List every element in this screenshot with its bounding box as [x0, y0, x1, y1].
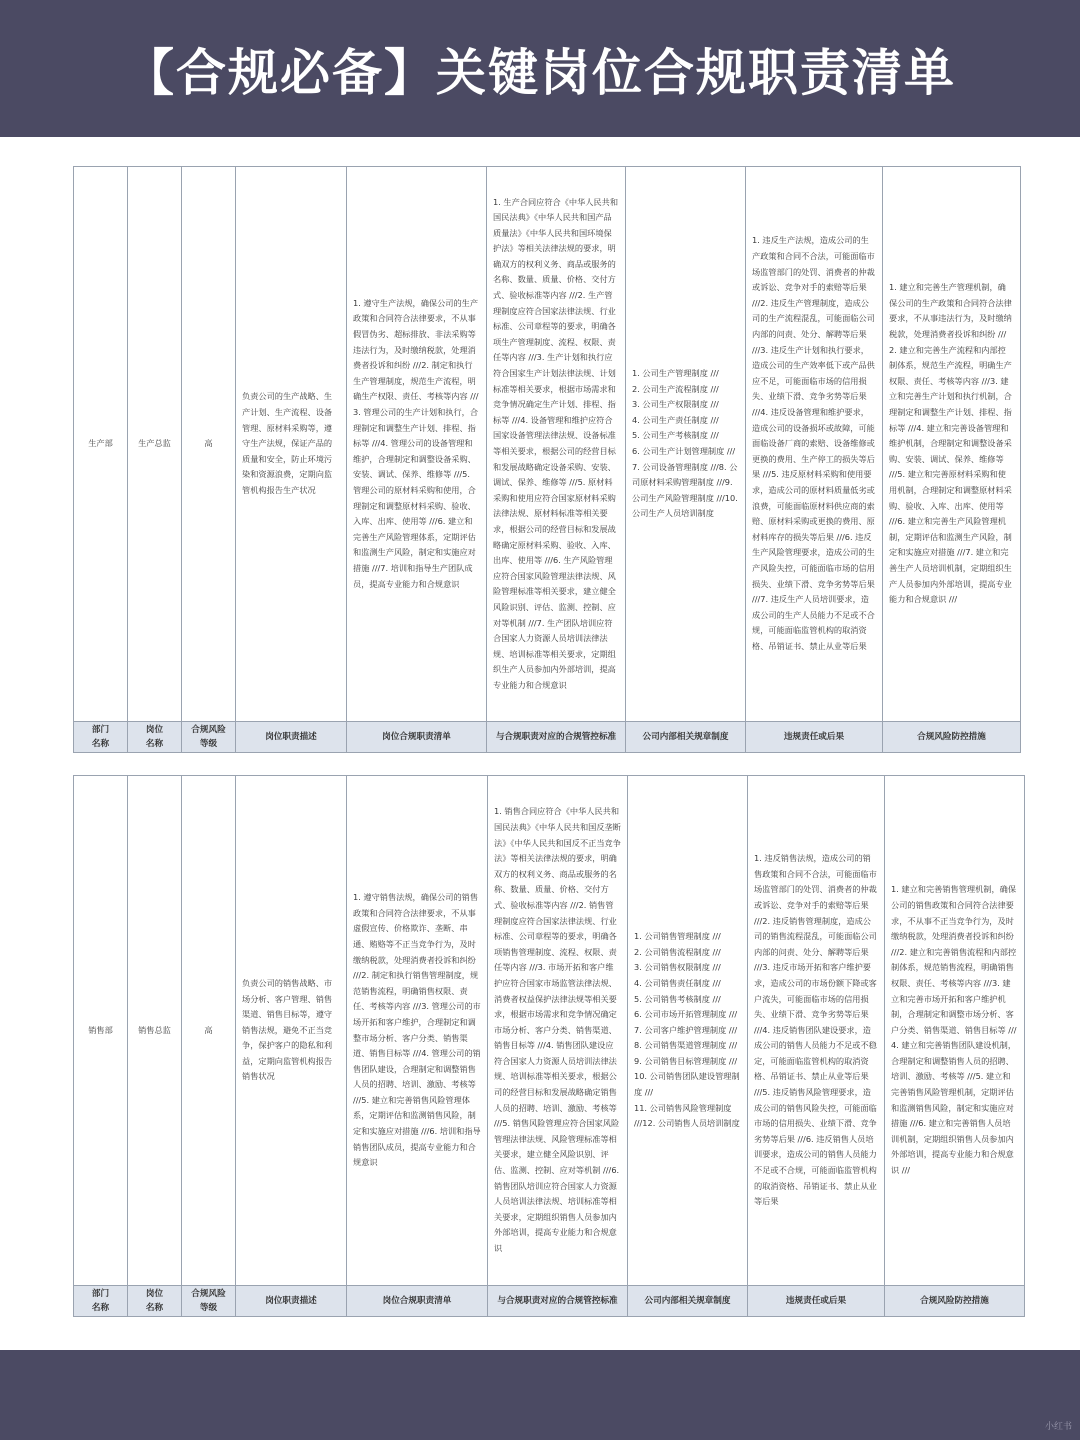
- header-dept: 部门 名称: [74, 1286, 128, 1317]
- header-measures: 合规风险防控措施: [885, 1286, 1025, 1317]
- control-cell: 1. 生产合同应符合《中华人民共和国民法典》《中华人民共和国产品质量法》《中华人民共和国环境保护法》等相关法律法规的要求，明确双方的权利义务、商品或服务的名称、数量、质量、价格、交付方式、验收标准等内容 ///2. 生产管理制度应符合国家法律法规、行业标准、公司章程等的要求，明确各项生产管理制度、流程、权限、责任等内容 ///3. 生产计划和执行应符合国家生产计划法律法规、计划标准等相关要求，根据市场需求和竞争情况确定生产计划、排程、指标等 ///4. 设备管理和维护应符合国家设备管理法律法规、设备标准等相关要求，根据公司的经营目标和发展战略确定设备采购、安装、调试、保养、维修等 ///5. 原材料采购和使用应符合国家原材料采购法律法规、原材料标准等相关要求，根据公司的经营目标和发展战略确定原材料采购、验收、入库、出库、使用等 ///6. 生产风险管理应符合国家风险管理法律法规、风险管理标准等相关要求，建立健全风险识别、评估、监测、控制、应对等机制 ///7. 生产团队培训应符合国家人力资源人员培训法律法规、培训标准等相关要求，定期组织生产人员参加内外部培训，提高专业能力和合规意识: [487, 167, 626, 722]
- header-risk: 合规风险 等级: [182, 722, 236, 753]
- table-header-row: [74, 722, 1021, 753]
- header-dept: 部门 名称: [74, 722, 128, 753]
- measures-cell: 1. 建立和完善生产管理机制，确保公司的生产政策和合同符合法律要求，不从事违法行为，及时缴纳税款，处理消费者投诉和纠纷 ///2. 建立和完善生产流程和内部控制体系，规范生产流程，明确生产权限、责任、考核等内容 ///3. 建立和完善生产计划和执行机制，合理制定和调整生产计划、排程、指标等 ///4. 建立和完善设备管理和维护机制，合理制定和调整设备采购、安装、调试、保养、维修等 ///5. 建立和完善原材料采购和使用机制，合理制定和调整原材料采购、验收、入库、出库、使用等 ///6. 建立和完善生产风险管理机制，定期评估和监测生产风险，制定和实施应对措施 ///7. 建立和完善生产人员培训机制，定期组织生产人员参加内外部培训，提高专业能力和合规意识 ///: [883, 167, 1021, 722]
- header-control: 与合规职责对应的合规管控标准: [487, 722, 626, 753]
- compliance-table-production: [73, 166, 1021, 753]
- control-cell: 1. 销售合同应符合《中华人民共和国民法典》《中华人民共和国反垄断法》《中华人民共和国反不正当竞争法》等相关法律法规的要求，明确双方的权利义务、商品或服务的名称、数量、质量、价格、交付方式、验收标准等内容 ///2. 销售管理制度应符合国家法律法规、行业标准、公司章程等的要求，明确各项销售管理制度、流程、权限、责任等内容 ///3. 市场开拓和客户维护应符合国家市场监管法律法规、消费者权益保护法律法规等相关要求，根据市场需求和竞争情况确定市场分析、客户分类、销售渠道、销售目标等 ///4. 销售团队建设应符合国家人力资源人员培训法律法规、培训标准等相关要求，根据公司的经营目标和发展战略确定销售人员的招聘、培训、激励、考核等 ///5. 销售风险管理应符合国家风险管理法律法规、风险管理标准等相关要求，建立健全风险识别、评估、监测、控制、应对等机制 ///6. 销售团队培训应符合国家人力资源人员培训法律法规、培训标准等相关要求，定期组织销售人员参加内外部培训，提高专业能力和合规意识: [488, 776, 628, 1286]
- page-title: 【合规必备】关键岗位合规职责清单: [124, 43, 956, 102]
- dept-cell: 销售部: [74, 776, 128, 1286]
- rules-cell: 1. 公司生产管理制度 /// 2. 公司生产流程制度 /// 3. 公司生产权限制度 /// 4. 公司生产责任制度 /// 5. 公司生产考核制度 /// 6. 公司生产计划管理制度 ///7. 公司设备管理制度 ///8. 公司原材料采购管理制度 ///9. 公司生产风险管理制度 ///10. 公司生产人员培训制度: [626, 167, 746, 722]
- compliance-table-sales: [73, 775, 1025, 1317]
- risk-cell: 高: [182, 167, 236, 722]
- header-duties: 岗位合规职责清单: [347, 722, 487, 753]
- desc-cell: 负责公司的销售战略、市场分析、客户管理、销售渠道、销售目标等，遵守销售法规，避免不正当竞争，保护客户的隐私和利益，定期向监管机构报告销售状况: [236, 776, 347, 1286]
- header-post: 岗位 名称: [128, 1286, 182, 1317]
- header-control: 与合规职责对应的合规管控标准: [488, 1286, 628, 1317]
- footer-banner: [0, 1350, 1080, 1440]
- desc-cell: 负责公司的生产战略、生产计划、生产流程、设备管理、原材料采购等，遵守生产法规，保证产品的质量和安全，防止环境污染和资源浪费，定期向监管机构报告生产状况: [236, 167, 347, 722]
- table-row: [74, 167, 1021, 722]
- post-cell: 生产总监: [128, 167, 182, 722]
- header-measures: 合规风险防控措施: [883, 722, 1021, 753]
- table-row: [74, 776, 1025, 1286]
- header-liability: 违规责任或后果: [746, 722, 883, 753]
- duties-cell: 1. 遵守销售法规，确保公司的销售政策和合同符合法律要求，不从事虚假宣传、价格欺诈、垄断、串通、贿赂等不正当竞争行为，及时缴纳税款，处理消费者投诉和纠纷 ///2. 制定和执行销售管理制度，规范销售流程，明确销售权限、责任、考核等内容 ///3. 管理公司的市场开拓和客户维护，合理制定和调整市场分析、客户分类、销售渠道、销售目标等 ///4. 管理公司的销售团队建设，合理制定和调整销售人员的招聘、培训、激励、考核等 ///5. 建立和完善销售风险管理体系，定期评估和监测销售风险，制定和实施应对措施 ///6. 培训和指导销售团队成员，提高专业能力和合规意识: [347, 776, 488, 1286]
- watermark: 小红书: [1044, 1422, 1072, 1432]
- dept-cell: 生产部: [74, 167, 128, 722]
- header-desc: 岗位职责描述: [236, 1286, 347, 1317]
- measures-cell: 1. 建立和完善销售管理机制，确保公司的销售政策和合同符合法律要求，不从事不正当竞争行为，及时缴纳税款，处理消费者投诉和纠纷 ///2. 建立和完善销售流程和内部控制体系，规范销售流程，明确销售权限、责任、考核等内容 ///3. 建立和完善市场开拓和客户维护机制，合理制定和调整市场分析、客户分类、销售渠道、销售目标等 ///4. 建立和完善销售团队建设机制，合理制定和调整销售人员的招聘、培训、激励、考核等 ///5. 建立和完善销售风险管理机制，定期评估和监测销售风险，制定和实施应对措施 ///6. 建立和完善销售人员培训机制，定期组织销售人员参加内外部培训，提高专业能力和合规意识 ///: [885, 776, 1025, 1286]
- header-rules: 公司内部相关规章制度: [628, 1286, 748, 1317]
- header-banner: [0, 0, 1080, 137]
- duties-cell: 1. 遵守生产法规，确保公司的生产政策和合同符合法律要求，不从事假冒伪劣、超标排放、非法采购等违法行为，及时缴纳税款，处理消费者投诉和纠纷 ///2. 制定和执行生产管理制度，规范生产流程，明确生产权限、责任、考核等内容 ///3. 管理公司的生产计划和执行，合理制定和调整生产计划、排程、指标等 ///4. 管理公司的设备管理和维护，合理制定和调整设备采购、安装、调试、保养、维修等 ///5. 管理公司的原材料采购和使用，合理制定和调整原材料采购、验收、入库、出库、使用等 ///6. 建立和完善生产风险管理体系，定期评估和监测生产风险，制定和实施应对措施 ///7. 培训和指导生产团队成员，提高专业能力和合规意识: [347, 167, 487, 722]
- header-post: 岗位 名称: [128, 722, 182, 753]
- rules-cell: 1. 公司销售管理制度 /// 2. 公司销售流程制度 /// 3. 公司销售权限制度 /// 4. 公司销售责任制度 /// 5. 公司销售考核制度 /// 6. 公司市场开拓管理制度 ///7. 公司客户维护管理制度 ///8. 公司销售渠道管理制度 ///9. 公司销售目标管理制度 ///10. 公司销售团队建设管理制度 /// 11. 公司销售风险管理制度 ///12. 公司销售人员培训制度: [628, 776, 748, 1286]
- risk-cell: 高: [182, 776, 236, 1286]
- post-cell: 销售总监: [128, 776, 182, 1286]
- liability-cell: 1. 违反生产法规，造成公司的生产政策和合同不合法，可能面临市场监管部门的处罚、消费者的仲裁或诉讼、竞争对手的索赔等后果 ///2. 违反生产管理制度，造成公司的生产流程混乱，可能面临公司内部的问责、处分、解聘等后果 ///3. 违反生产计划和执行要求，造成公司的生产效率低下或产品供应不足，可能面临市场的信用损失、业绩下滑、竞争劣势等后果 ///4. 违反设备管理和维护要求，造成公司的设备损坏或故障，可能面临设备厂商的索赔、设备维修或更换的费用、生产停工的损失等后果 ///5. 违反原材料采购和使用要求，造成公司的原材料质量低劣或浪费，可能面临原材料供应商的索赔、原材料采购或更换的费用、原材料库存的损失等后果 ///6. 违反生产风险管理要求，造成公司的生产风险失控，可能面临市场的信用损失、业绩下滑、竞争劣势等后果 ///7. 违反生产人员培训要求，造成公司的生产人员能力不足或不合规，可能面临监管机构的取消资格、吊销证书、禁止从业等后果: [746, 167, 883, 722]
- header-risk: 合规风险 等级: [182, 1286, 236, 1317]
- header-duties: 岗位合规职责清单: [347, 1286, 488, 1317]
- header-desc: 岗位职责描述: [236, 722, 347, 753]
- liability-cell: 1. 违反销售法规，造成公司的销售政策和合同不合法，可能面临市场监管部门的处罚、消费者的仲裁或诉讼、竞争对手的索赔等后果 ///2. 违反销售管理制度，造成公司的销售流程混乱，可能面临公司内部的问责、处分、解聘等后果 ///3. 违反市场开拓和客户维护要求，造成公司的市场份额下降或客户流失，可能面临市场的信用损失、业绩下滑、竞争劣势等后果 ///4. 违反销售团队建设要求，造成公司的销售人员能力不足或不稳定，可能面临监管机构的取消资格、吊销证书、禁止从业等后果 ///5. 违反销售风险管理要求，造成公司的销售风险失控，可能面临市场的信用损失、业绩下滑、竞争劣势等后果 ///6. 违反销售人员培训要求，造成公司的销售人员能力不足或不合规，可能面临监管机构的取消资格、吊销证书、禁止从业等后果: [748, 776, 885, 1286]
- table-header-row: [74, 1286, 1025, 1317]
- header-rules: 公司内部相关规章制度: [626, 722, 746, 753]
- header-liability: 违规责任或后果: [748, 1286, 885, 1317]
